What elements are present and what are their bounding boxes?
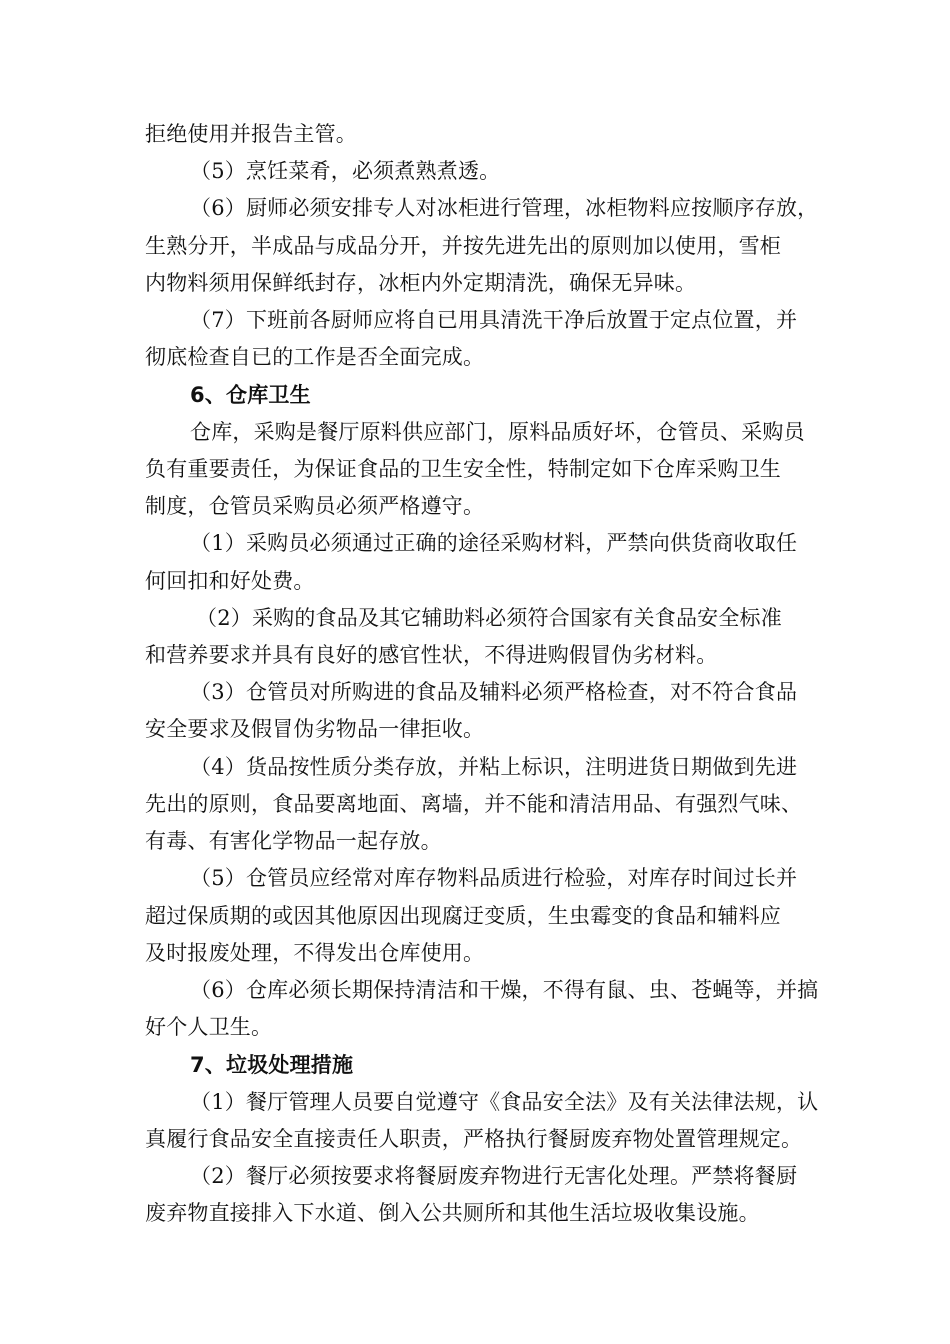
list-item-2: （2）餐厅必须按要求将餐厨废弃物进行无害化处理。严禁将餐厨 [190, 1164, 798, 1188]
list-item-7: （7）下班前各厨师应将自已用具清洗干净后放置于定点位置，并 [190, 308, 798, 332]
paragraph-line: 仓库，采购是餐厅原料供应部门，原料品质好坏，仓管员、采购员 [190, 420, 805, 444]
text-line: 先出的原则，食品要离地面、离墙，并不能和清洁用品、有强烈气味、 [145, 792, 803, 816]
text-line: 内物料须用保鲜纸封存，冰柜内外定期清洗，确保无异味。 [145, 271, 697, 295]
text-line: 负有重要责任，为保证食品的卫生安全性，特制定如下仓库采购卫生 [145, 457, 781, 481]
section-heading-waste: 7、垃圾处理措施 [190, 1053, 354, 1077]
text-line: 废弃物直接排入下水道、倒入公共厕所和其他生活垃圾收集设施。 [145, 1201, 760, 1225]
text-line: 有毒、有害化学物品一起存放。 [145, 829, 442, 853]
text-line: 拒绝使用并报告主管。 [145, 122, 357, 146]
list-item-5: （5）仓管员应经常对库存物料品质进行检验，对库存时间过长并 [190, 866, 798, 890]
text-line: 制度，仓管员采购员必须严格遵守。 [145, 494, 485, 518]
text-line: 彻底检查自已的工作是否全面完成。 [145, 345, 485, 369]
text-line: 及时报废处理，不得发出仓库使用。 [145, 941, 485, 965]
list-item-3: （3）仓管员对所购进的食品及辅料必须严格检查，对不符合食品 [190, 680, 798, 704]
text-line: 真履行食品安全直接责任人职责，严格执行餐厨废弃物处置管理规定。 [145, 1127, 803, 1151]
list-item-1: （1）采购员必须通过正确的途径采购材料，严禁向供货商收取任 [190, 531, 798, 555]
text-line: 超过保质期的或因其他原因出现腐迂变质，生虫霉变的食品和辅料应 [145, 904, 781, 928]
text-line: 安全要求及假冒伪劣物品一律拒收。 [145, 717, 485, 741]
section-heading-warehouse: 6、仓库卫生 [190, 383, 311, 407]
list-item-6: （6）厨师必须安排专人对冰柜进行管理，冰柜物料应按顺序存放， [190, 196, 819, 220]
list-item-5: （5）烹饪菜肴，必须煮熟煮透。 [190, 159, 501, 183]
text-line: 和营养要求并具有良好的感官性状，不得进购假冒伪劣材料。 [145, 643, 718, 667]
text-line: 生熟分开，半成品与成品分开，并按先进先出的原则加以使用，雪柜 [145, 234, 781, 258]
list-item-1: （1）餐厅管理人员要自觉遵守《食品安全法》及有关法律法规，认 [190, 1090, 819, 1114]
list-item-2: （2）采购的食品及其它辅助料必须符合国家有关食品安全标准 [196, 606, 782, 630]
text-line: 好个人卫生。 [145, 1015, 273, 1039]
list-item-4: （4）货品按性质分类存放，并粘上标识，注明进货日期做到先进 [190, 755, 798, 779]
text-line: 何回扣和好处费。 [145, 569, 315, 593]
list-item-6: （6）仓库必须长期保持清洁和干燥，不得有鼠、虫、苍蝇等，并搞 [190, 978, 819, 1002]
